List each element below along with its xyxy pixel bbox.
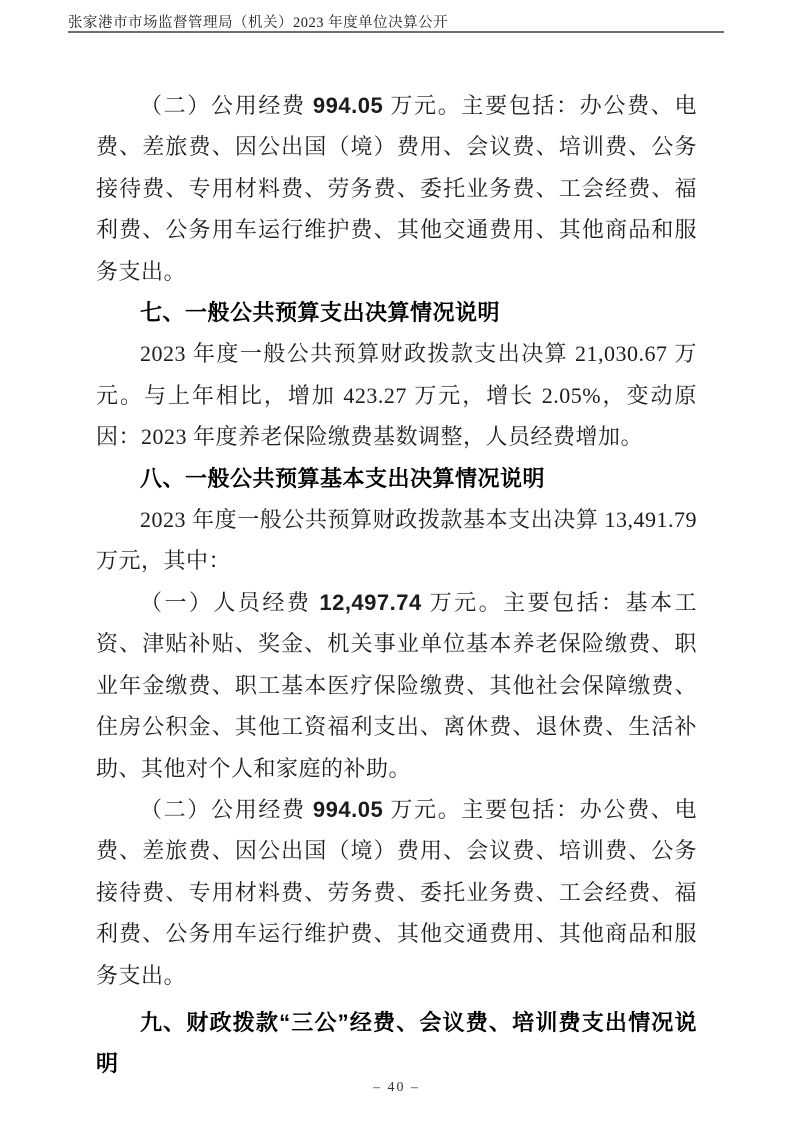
- text-run: （二）公用经费: [140, 93, 313, 118]
- section-heading: [96, 1002, 697, 1085]
- body-paragraph: [96, 789, 697, 996]
- header-divider: [68, 31, 724, 33]
- text-run: 2023 年度一般公共预算财政拨款支出决算 21,030.67 万元。与上年相比，增加 423.27 万元，增长 2.05%，变动原因：2023 年度养老保险缴费基数调整，人员经费增加。: [96, 341, 697, 450]
- page-number: – 40 –: [373, 1080, 420, 1095]
- text-run: （一）人员经费: [140, 589, 320, 615]
- text-run: 万元。主要包括：办公费、电费、差旅费、因公出国（境）费用、会议费、培训费、公务接待费、专用材料费、劳务费、委托业务费、工会经费、福利费、公务用车运行维护费、其他交通费用、其他商品和服务支出。: [96, 796, 697, 988]
- text-run: 万元。主要包括：办公费、电费、差旅费、因公出国（境）费用、会议费、培训费、公务接待费、专用材料费、劳务费、委托业务费、工会经费、福利费、公务用车运行维护费、其他交通费用、其他商品和服务支出。: [96, 93, 697, 284]
- body-paragraph: [96, 333, 697, 457]
- text-run: 2023 年度一般公共预算财政拨款基本支出决算 13,491.79 万元，其中：: [96, 507, 697, 574]
- document-header-title: 张家港市市场监督管理局（机关）2023 年度单位决算公开: [68, 15, 449, 31]
- text-run: 万元。主要包括：基本工资、津贴补贴、奖金、机关事业单位基本养老保险缴费、职业年金缴费、职工基本医疗保险缴费、其他社会保障缴费、住房公积金、其他工资福利支出、离休费、退休费、生活补助、其他对个人和家庭的补助。: [96, 589, 697, 781]
- document-body: [96, 85, 697, 1085]
- body-paragraph: [96, 582, 697, 789]
- text-run: 七、一般公共预算支出决算情况说明: [140, 300, 501, 326]
- section-heading: [96, 292, 697, 333]
- section-heading: [96, 458, 697, 499]
- text-run: 八、一般公共预算基本支出决算情况说明: [140, 465, 546, 491]
- amount-value: 994.05: [312, 796, 384, 822]
- body-paragraph: [96, 499, 697, 582]
- page-footer: [0, 1080, 793, 1096]
- text-run: （二）公用经费: [140, 796, 313, 822]
- text-run: 九、财政拨款“三公”经费、会议费、培训费支出情况说明: [96, 1009, 697, 1077]
- amount-value: 12,497.74: [319, 589, 422, 615]
- amount-value: 994.05: [312, 93, 384, 118]
- body-paragraph: [96, 85, 697, 292]
